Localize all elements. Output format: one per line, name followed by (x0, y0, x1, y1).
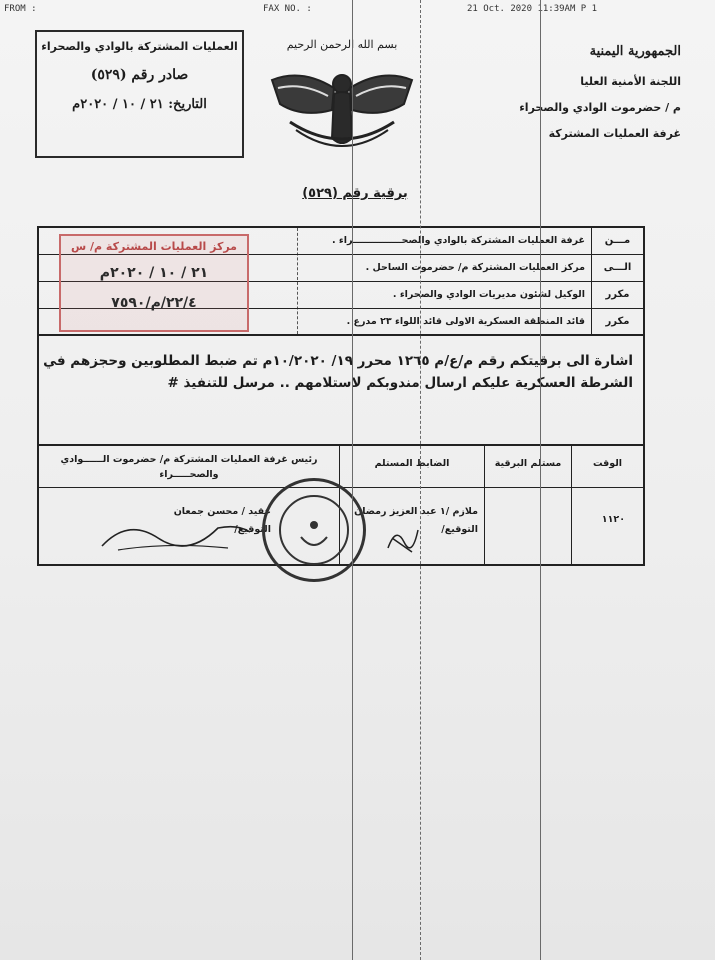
time-column (571, 446, 643, 564)
fax-timestamp: 21 Oct. 2020 11:39AM P 1 (467, 4, 598, 14)
routing-value: الوكيل لشئون مديريات الوادي والصحراء . (392, 289, 585, 300)
room-name: غرفة العمليات المشتركة (548, 127, 681, 140)
message-text: اشارة الى برقيتكم رقم م/ع/م ١٢٦٥ محرر ١٩/ ١٠/٢٠٢٠م تم ضبط المطلوبين وحجزهم في الشرطة العسكرية عليكم ارسال مندوبكم لاستلامهم .. مرسل للتنفيذ # (43, 353, 633, 391)
time-value: ١١٢٠ (601, 514, 625, 525)
fold-line-right (540, 0, 541, 960)
republic-title: الجمهورية اليمنية (589, 44, 681, 59)
basmala-text: بسم الله الرحمن الرحيم (286, 38, 398, 51)
fold-line-dashed (420, 0, 421, 960)
officer-signature-icon (382, 518, 422, 558)
chief-signature-icon (98, 498, 258, 558)
national-emblem (262, 38, 422, 168)
receiver-column (484, 446, 571, 564)
fax-from: FROM : (4, 4, 37, 14)
chief-title: رئيس غرفة العمليات المشتركة م/ حضرموت الــــــوادي والصحـــــراء (60, 454, 318, 480)
message-box (37, 336, 645, 446)
seal-emblem-icon (265, 481, 363, 579)
fax-header (0, 4, 715, 18)
stamp-date: التاريخ: ٢١ / ١٠ / ٢٠٢٠م (72, 97, 207, 112)
fold-line (352, 0, 353, 960)
chief-name: عقيد / محسن جمعان (173, 506, 271, 517)
received-stamp (59, 234, 249, 332)
stamp-number: صادر رقم (٥٢٩) (90, 67, 189, 83)
receiver-label: مستلم البرقية (494, 458, 562, 469)
committee-name: اللجنة الأمنية العليا (580, 75, 681, 88)
officer-label: الضابط المستلم (374, 458, 450, 469)
routing-value: مركز العمليات المشتركة م/ حضرموت الساحل . (365, 262, 585, 273)
outgoing-stamp (35, 30, 244, 158)
chief-signature-label: التوقيع/ (234, 524, 271, 535)
document-title: برقية رقم (٥٢٩) (302, 186, 408, 201)
received-stamp-date: ٢١ / ١٠ / ٢٠٢٠م (99, 265, 209, 281)
routing-label: الـــى (591, 255, 643, 281)
received-stamp-title: مركز العمليات المشتركة م/ س (71, 240, 237, 253)
officer-name: ملازم /١ عبد العزيز رمضان (354, 506, 478, 517)
official-seal (262, 478, 366, 582)
officer-signature-label: التوقيع/ (441, 524, 478, 535)
region-name: م / حضرموت الوادي والصحراء (519, 101, 681, 114)
time-label: الوقت (592, 458, 623, 469)
routing-label: مـــن (591, 228, 643, 254)
received-stamp-ref: ٢٢/٤/م/٧٥٩٠ (111, 295, 197, 311)
fax-number: FAX NO. : (263, 4, 312, 14)
routing-value: قائد المنطقة العسكرية الاولى قائد اللواء ٢٣ مدرع . (346, 316, 585, 327)
routing-label: مكرر (591, 309, 643, 336)
routing-value: غرفة العمليات المشتركة بالوادي والصحـــــــــــــــراء . (331, 235, 585, 246)
eagle-emblem-icon (262, 38, 422, 168)
government-header (471, 44, 681, 153)
routing-label: مكرر (591, 282, 643, 308)
stamp-title: العمليات المشتركة بالوادي والصحراء (41, 40, 238, 53)
